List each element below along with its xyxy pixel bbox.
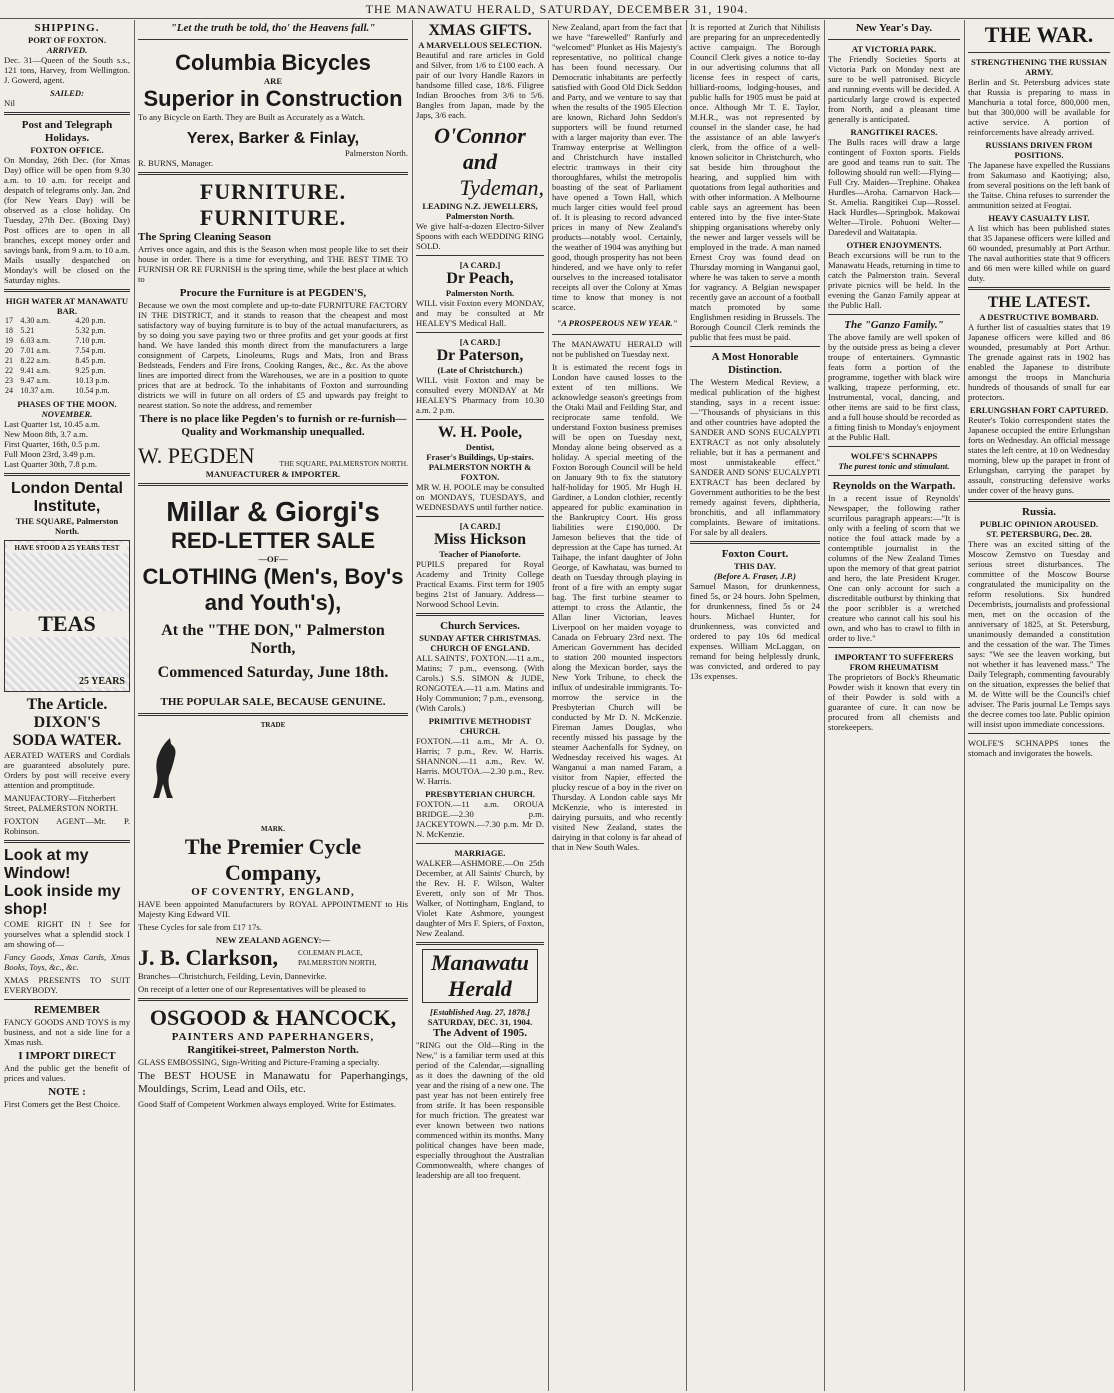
before-label: (Before A. Fraser, J.P.) bbox=[714, 571, 796, 581]
spring-heading: The Spring Cleaning Season bbox=[138, 231, 271, 243]
marvellous-heading: A MARVELLOUS SELECTION. bbox=[418, 40, 542, 50]
tide-table bbox=[4, 316, 130, 396]
of-label: —OF— bbox=[258, 554, 288, 564]
tide-cell: 23 bbox=[5, 376, 13, 385]
tide-cell: 10.13 p.m. bbox=[75, 376, 110, 385]
tide-cell: 5.21 bbox=[20, 326, 35, 335]
tide-cell: 7.10 p.m. bbox=[75, 336, 106, 345]
tide-cell: 8.22 a.m. bbox=[20, 356, 51, 365]
column-2 bbox=[138, 22, 408, 1389]
war-text-4: A further list of casualties states that 19 Japanese officers were killed and 86 wounded, presumably at Port Arthur. The grenade against rats in 1902 has enabled the Japanese to distribute amongst the troops in Manchuria hundreds of thousands of small fur ear protectors. bbox=[968, 322, 1110, 402]
driven-heading: RUSSIANS DRIVEN FROM POSITIONS. bbox=[985, 140, 1093, 160]
painters-heading: PAINTERS AND PAPERHANGERS, bbox=[171, 1031, 375, 1043]
church-heading: Church Services. bbox=[440, 620, 520, 632]
motto: "Let the truth be told, tho' the Heavens fall." bbox=[170, 22, 376, 34]
hickson-heading: Miss Hickson bbox=[433, 531, 526, 548]
note-text: First Comers get the Best Choice. bbox=[4, 1099, 121, 1109]
cycles-from: These Cycles for sale from £17 17s. bbox=[138, 922, 262, 932]
wolfe-heading: WOLFE'S SCHNAPPS bbox=[850, 451, 938, 461]
peach-heading: Dr Peach, bbox=[446, 270, 514, 287]
editorial-text: New Zealand, apart from the fact that we have "farewelled" Ranfurly and "welcomed" Plunket as His Majesty's representative, no political change has been found necessary. Our Democratic inhabitants are perfectly satisfied with Good Old Dick Seddon and Party, and we venture to say that when the results of the 1905 Election are known, Richard John Seddon's supporters will be found returned with a larger majority than ever. The Tramway enterprise at Wellington and Christchurch have installed electric tramways in their city thoroughfares, whilst the metropolis boasting of the seat of Parliament have opened a Town Hall, which much larger cities would feel proud of. It is pleasing to record advanced prices in many of New Zealand's products—notably wool. Certainly, the weather of 1904 was anything but good, though prosperity has not been hindered, and we have only to refer ourselves to the increased totalisator receipts all over the Colony at Xmas time to know that money is not scarce. bbox=[552, 22, 682, 312]
sailed-heading: SAILED: bbox=[50, 88, 84, 98]
sunday-heading: SUNDAY AFTER CHRISTMAS. bbox=[419, 633, 541, 643]
casualty-heading: HEAVY CASUALTY LIST. bbox=[988, 213, 1090, 223]
foxton-agent-text: FOXTON AGENT—Mr. P. Robinson. bbox=[4, 816, 130, 836]
right-in-text: COME RIGHT IN ! See for yourselves what a splendid stock I am showing of— bbox=[4, 919, 130, 949]
tide-row bbox=[4, 356, 130, 366]
column-3 bbox=[416, 22, 544, 1389]
latest-heading: THE LATEST. bbox=[987, 294, 1091, 311]
wolfe-end: WOLFE'S SCHNAPPS tones the stomach and invigorates the bowels. bbox=[968, 738, 1110, 758]
tea-years: 25 YEARS bbox=[78, 676, 125, 687]
moon-phase: Full Moon 23rd, 3.49 p.m. bbox=[4, 449, 96, 459]
dental-title: London Dental Institute, bbox=[11, 480, 123, 515]
superior-subtext: To any Bicycle on Earth. They are Built as Accurately as a Watch. bbox=[138, 112, 365, 122]
tide-cell: 7.01 a.m. bbox=[20, 346, 51, 355]
soda-heading: SODA WATER. bbox=[12, 732, 122, 749]
tide-cell: 10.37 a.m. bbox=[20, 386, 55, 395]
court-text: Samuel Mason, for drunkenness, fined 5s, or 24 hours. John Spelmen, for drunkenness, fined 5s or 24 hours. Michael Hunter, for drunkenness, was convicted and ordered to pay 10s 6d medical expenses. William McLaggan, on remand for being helplessly drunk, was convicted, and ordered to pay 13s expenses. bbox=[690, 581, 820, 681]
bombard-heading: A DESTRUCTIVE BOMBARD. bbox=[979, 312, 1099, 322]
issue-date: SATURDAY, DEC. 31, 1904. bbox=[427, 1017, 533, 1027]
jewellers: LEADING N.Z. JEWELLERS, bbox=[422, 201, 538, 211]
strengthening-heading: STRENGTHENING THE RUSSIAN ARMY. bbox=[971, 57, 1107, 77]
clothing-heading: CLOTHING (Men's, Boy's and Youth's), bbox=[142, 564, 404, 615]
paterson-sub: (Late of Christchurch.) bbox=[437, 365, 523, 375]
wolfe-sub: The purest tonic and stimulant. bbox=[838, 461, 950, 471]
poole-text: MR W. H. POOLE may be consulted on MONDAYS, TUESDAYS, and WEDNESDAYS until further notice. bbox=[416, 482, 544, 512]
tide-cell: 6.03 a.m. bbox=[20, 336, 51, 345]
this-day: THIS DAY. bbox=[734, 561, 776, 571]
pegden-name: W. PEGDEN bbox=[138, 443, 255, 468]
tydeman: Tydeman, bbox=[459, 175, 544, 200]
osgood-heading: OSGOOD & HANCOCK, bbox=[149, 1005, 397, 1030]
tide-row bbox=[4, 316, 130, 326]
column-1 bbox=[4, 22, 130, 1389]
tea-banner: HAVE STOOD A 25 YEARS TEST bbox=[7, 543, 127, 553]
clarkson-address: COLEMAN PLACE, PALMERSTON NORTH, bbox=[298, 948, 377, 967]
reynolds-text: In a recent issue of Reynolds' Newspaper, the following rather scurrilous paragraph appears:—"It is only with a feeling of scorn that we notice the foul attack made by a contemptible journalist in the columns of the New Zealand Times upon the memory of that great patriot and hero, the late President Kruger. One can only account for such a discreditable outburst by thinking that the poor scribbler is a wretched creature who cannot call his soul his own, and who has to crawl to filth in order to live." bbox=[828, 493, 960, 643]
important-heading: IMPORTANT TO SUFFERERS FROM RHEUMATISM bbox=[834, 652, 954, 672]
marriage-text: WALKER—ASHMORE.—On 25th December, at All Saints' Church, by the Rev. H. F. Wilson, Walter Everett, only son of Mr Thos. Walker, of Nottingham, England, to Violet Kate Ashmore, youngest daughter of Mrs F. Spiers, of Foxton, New Zealand. bbox=[416, 858, 544, 938]
column-rule bbox=[964, 20, 965, 1391]
war-text-2: The Japanese have expelled the Russians from Sakumaso and Kaotiying; also, from several positions on the left bank of the Taitse. China refuses to surrender the ammunition seized at Feogtai. bbox=[968, 160, 1110, 210]
at-don: At the "THE DON," Palmerston North, bbox=[161, 622, 385, 657]
appointed-text: HAVE been appointed Manufacturers by ROYAL APPOINTMENT to His Majesty King Edward VII. bbox=[138, 899, 408, 919]
nz-agency: NEW ZEALAND AGENCY:— bbox=[215, 935, 331, 945]
card-label: [A CARD.] bbox=[459, 521, 501, 531]
england-heading: CHURCH OF ENGLAND. bbox=[430, 643, 530, 653]
hickson-sub: Teacher of Pianoforte. bbox=[439, 549, 521, 559]
column-6 bbox=[828, 22, 960, 1389]
goods-list: Fancy Goods, Xmas Cards, Xmas Books, Toys, &c., &c. bbox=[4, 952, 130, 972]
other-text: Beach excursions will be run to the Manawatu Heads, returning in time to catch the Palmerston train. Several private picnics will be held. In the evening the Ganzo Family appear at the Public Hall. bbox=[828, 250, 960, 310]
tide-cell: 19 bbox=[5, 336, 13, 345]
tide-cell: 22 bbox=[5, 366, 13, 375]
tide-row bbox=[4, 336, 130, 346]
prosperous-heading: "A PROSPEROUS NEW YEAR." bbox=[556, 318, 678, 328]
war-text-1: Berlin and St. Petersburg advices state that Russia is preparing to mass in Manchuria a total force, 800,000 men, but that 300,000 will be available for active service. A portion of reinforcements have already arrived. bbox=[968, 77, 1110, 137]
tide-cell: 20 bbox=[5, 346, 13, 355]
moon-heading: PHASES OF THE MOON. bbox=[17, 399, 117, 409]
remember-text: FANCY GOODS AND TOYS is my business, and not a side line for a Xmas rush. bbox=[4, 1017, 130, 1047]
paterson-heading: Dr Paterson, bbox=[436, 347, 524, 364]
tide-cell: 5.32 p.m. bbox=[75, 326, 106, 335]
tide-cell: 18 bbox=[5, 326, 13, 335]
moon-month: NOVEMBER. bbox=[41, 409, 93, 419]
tide-cell: 17 bbox=[5, 316, 13, 325]
dixon-heading: DIXON'S bbox=[33, 714, 101, 731]
poole-address: Fraser's Buildings, Up-stairs. PALMERSTON NORTH & FOXTON. bbox=[426, 452, 534, 482]
erlungshan-heading: ERLUNGSHAN FORT CAPTURED. bbox=[969, 405, 1109, 415]
yerex-heading: Yerex, Barker & Finlay, bbox=[186, 130, 360, 147]
moon-list bbox=[4, 419, 130, 469]
pegden-text: Because we own the most complete and up-to-date FURNITURE FACTORY IN THE DISTRICT, and it stands to reason that the cheapest and most satisfactory way of buying furniture is to buy of the actual manufacturers, as by so doing you save paying two or three profits and get your goods at first hand. We have landed this month direct from the manufacturers a large consignment of Carpets, Linoleums, Rugs and Mats, Iron and Brass Bedsteads, Fenders and Fire Irons, Cooking Ranges, &c., &c. As the above lines are imported direct from the Warehouses, we are in a position to quote prices that are at bedrock. To the inhabitants of Foxton and surrounding districts we will in future on all orders of £5 and upwards pay freight to nearest station. So note the address, and remember bbox=[138, 300, 408, 410]
ganzo-heading: The "Ganzo Family." bbox=[844, 319, 944, 331]
sailed-text: Nil bbox=[4, 98, 15, 108]
other-heading: OTHER ENJOYMENTS. bbox=[846, 240, 942, 250]
tide-row bbox=[4, 376, 130, 386]
news-text: It is reported at Zurich that Nihilists are preparing for an unprecedentedly active campaign. The Borough Council Clerk gives a notice to-day in our advertising columns that all license fees in respect of carts, billiard-rooms, lodging-houses, and public halls for 1905 must be paid at once. Although Mr T. E. Taylor, M.H.R., was not represented by counsel in the slander case, he had the assistance of an able lawyer's clerk, from the office of a well-known solicitor in Christchurch, who sat beside him throughout the hearing, and supplied him with quotations from legal authorities and with other information. A Melbourne cable says an agreement has been entered into by the five inter-State shipping organisations whereby only the newer and larger vessels will be employed in the trade. A man named Ernest Croy was found dead on Thursday morning in Wanganui gaol, where he was taken to serve a month for vagrancy. A Belgian newspaper recently gave an account of a football match promoted by some Englishmen residing in Brussels. The Borough Council Clerk reminds the public that fees must be paid. bbox=[690, 22, 820, 342]
holidays-text: On Monday, 26th Dec. (for Xmas Day) office will be open from 9.30 a.m. to 10 a.m. for receipt and despatch of telegrams only. Jan. 2nd (for New Years Day) will be observed as a close holiday. On Tuesday, 27th Dec. (Boxing Day) Post offices are to open in all branches, except money order and savings bank, from 9 a.m. to 10 a.m. Mails usually despatched on Monday's will be closed on the Saturday nights. bbox=[4, 155, 130, 285]
tide-row bbox=[4, 386, 130, 396]
import-heading: I IMPORT DIRECT bbox=[18, 1050, 116, 1062]
important-text: The proprietors of Bock's Rheumatic Powder wish it known that every tin of their Powder is sold with a guarantee of cure. It can now be procured from all chemists and storekeepers. bbox=[828, 672, 960, 732]
tide-row bbox=[4, 326, 130, 336]
petersburg-dateline: ST. PETERSBURG, Dec. 28. bbox=[986, 529, 1092, 539]
jewellers-place: Palmerston North. bbox=[445, 211, 515, 221]
tide-cell: 4.30 a.m. bbox=[20, 316, 51, 325]
russia-heading: Russia. bbox=[1022, 506, 1056, 518]
column-rule bbox=[548, 20, 549, 1391]
tide-cell: 9.47 a.m. bbox=[20, 376, 51, 385]
yerex-place: Palmerston North. bbox=[344, 148, 408, 158]
note-heading: NOTE : bbox=[48, 1086, 86, 1098]
moon-phase: Last Quarter 30th, 7.8 p.m. bbox=[4, 459, 98, 469]
premier-heading: The Premier Cycle Company, bbox=[184, 834, 362, 885]
are-label: ARE bbox=[263, 76, 283, 86]
best-house: The BEST HOUSE in Manawatu for Paperhangings, Mouldings, Scrim, Lead and Oils, etc. bbox=[138, 1070, 408, 1095]
trade-label: TRADE bbox=[260, 721, 286, 729]
kangaroo-trademark-icon bbox=[138, 736, 188, 816]
holidays-heading: Post and Telegraph Holidays. bbox=[21, 119, 113, 144]
coventry: OF COVENTRY, ENGLAND, bbox=[191, 886, 355, 898]
war-heading: THE WAR. bbox=[984, 22, 1094, 47]
xmas-heading: XMAS GIFTS. bbox=[428, 22, 532, 39]
methodist-text: FOXTON.—11 a.m., Mr A. O. Harris; 7 p.m., Rev. W. Harris. SHANNON.—11 a.m., Rev. W. Harris. MOUTOA.—2.30 p.m., Rev. W. Harris. bbox=[416, 736, 544, 786]
good-staff: Good Staff of Competent Workmen always employed. Write for Estimates. bbox=[138, 1099, 396, 1109]
tea-word: TEAS bbox=[5, 611, 129, 637]
rangitikei-heading: RANGITIKEI RACES. bbox=[850, 127, 938, 137]
tide-cell: 8.45 p.m. bbox=[75, 356, 106, 365]
established: [Established Aug. 27, 1878.] bbox=[430, 1007, 530, 1017]
xmas-text: Beautiful and rare articles in Gold and Silver, from 1/6 to £100 each. A pair of our Ivory Handle Razors in handsome filled case, 18/6. Filigree Indian Brooches from 3/6 to 5/6. Bangles from Japan, made by the Japs, 3/6 each. bbox=[416, 50, 544, 120]
ganzo-text: The above family are well spoken of by the outside press as being a clever troupe of entertainers. Gymnastic feats form a portion of the programme, together with black wire walking, trapeze performing, etc. Instrumental, vocal, dancing, and other items are said to be first class, and a full house should be recorded as a fitting finish to Monday's enjoyment at the Public Hall. bbox=[828, 332, 960, 442]
no-place-heading: There is no place like Pegden's to furnish or re-furnish—Quality and Workmanship unequalled. bbox=[139, 413, 407, 438]
moon-phase: Last Quarter 1st, 10.45 a.m. bbox=[4, 419, 100, 429]
local-news-text: It is estimated the recent fogs in London have caused losses to the extent of ten millions. We acknowledge season's greetings from the Otaki Mail and Feilding Star, and reciprocate same tenfold. We understand Foxton business premises will be open on Tuesday next, Monday alone being observed as a holiday. A special meeting of the Foxton Borough Council will be held on January 9th to fix the statutory half-holiday for 1905. Mr Hugh H. Gardiner, a London clothier, recently appeared for public examination in the Bankruptcy Court. His gross liabilities were £190,000. Dr Jameson believes that the tide of depression at the Cape has turned. At Taihape, the infant daughter of John George, of Kawhatau, was burned to death on Tuesday through playing in front of a fire with an empty sugar bag. The first turbine steamer to attempt to cross the Atlantic, the Allan liner Victorian, leaves Liverpool on her maiden voyage to Canada on February 23rd next. The American Government has decided to station 200 mounted inspectors along the Mexican border, says the New York Tribune, to check the influx of undesirable immigrants. To-morrow the service in the Presbyterian Church will be conducted by Mr D. N. McKenzie. Fireman James Douglas, who recently missed his passage by the steamer Aachenfalls for Sydney, on Wednesday received his wages. At Wanganui a man named Faram, a visitor from Napier, effected the plucky rescue of a boy in the river on Thursday. A London cable says Mr McKenzie, who is interested in dairying pursuits, and who recently visited New Zealand, states the dairying in that colony is far ahead of that in New South Wales. bbox=[552, 362, 682, 852]
war-text-3: A list which has been published states that 35 Japanese officers were killed and 60 wounded, presumably at Port Arthur. The naval authorities state that 9 officers and 66 men were killed while on guard duty. bbox=[968, 223, 1110, 283]
masthead: THE MANAWATU HERALD, SATURDAY, DECEMBER 31, 1904. bbox=[0, 0, 1114, 19]
column-7 bbox=[968, 22, 1110, 1389]
tide-cell: 9.41 a.m. bbox=[20, 366, 51, 375]
methodist-heading: PRIMITIVE METHODIST CHURCH. bbox=[428, 716, 532, 736]
honorable-text: The Western Medical Review, a medical publication of the highest standing, says in a recent issue:—"Thousands of physicians in this and other countries have adopted the SANDER AND SONS EUCALYPTI EXTRACT as not only absolutely reliable, but it has a permanent and most unmistakeable effect." SANDER AND SONS' EUCALYPTI EXTRACT has been declared by Government authorities to be the best remedy against fevers, diphtheria, bronchitis, and all inflammatory complaints. Beware of imitations. For sale by all dealers. bbox=[690, 377, 820, 537]
glass-text: GLASS EMBOSSING, Sign-Writing and Picture-Framing a specialty. bbox=[138, 1057, 380, 1067]
high-water-heading: HIGH WATER AT MANAWATU BAR. bbox=[5, 296, 129, 316]
rangitikei-street: Rangitikei-street, Palmerston North. bbox=[187, 1044, 359, 1056]
card-label: [A CARD.] bbox=[459, 260, 501, 270]
foxton-court-heading: Foxton Court. bbox=[721, 548, 789, 560]
manufactory-text: MANUFACTORY—Fitzherbert Street, PALMERSTON NORTH. bbox=[4, 793, 119, 813]
pegden-subtitle: MANUFACTURER & IMPORTER. bbox=[205, 469, 341, 479]
column-rule bbox=[686, 20, 687, 1391]
tide-cell: 4.20 p.m. bbox=[75, 316, 106, 325]
column-rule bbox=[824, 20, 825, 1391]
spring-text: Arrives once again, and this is the Season when most people like to set their house in order. There is a time for everything, and THE BEST TIME TO FURNISH OR RE FURNISH is the spring time, while the best place at which to bbox=[138, 244, 408, 284]
red-letter-heading: RED-LETTER SALE bbox=[170, 528, 376, 553]
moon-phase: New Moon 8th, 3.7 a.m. bbox=[4, 429, 89, 439]
advent-text: "RING out the Old—Ring in the New," is a familiar term used at this period of the Calendar,—signalling as it does the dawning of the old year and the rising of a new one. The past year has not been entirely free from strife. It has been responsible for much friction. The greatest war ever known between two nations commenced within its months. Many political changes have been made, especially throughout the Australian Commonwealth, where changes of leadership are all too frequent. bbox=[416, 1040, 544, 1180]
tide-cell: 24 bbox=[5, 386, 13, 395]
mark-label: MARK. bbox=[261, 825, 285, 833]
dental-address: THE SQUARE, Palmerston North. bbox=[15, 516, 119, 536]
poole-heading: W. H. Poole, bbox=[437, 424, 523, 441]
oconnor: O'Connor and bbox=[434, 123, 526, 174]
tide-row bbox=[4, 366, 130, 376]
branches: Branches—Christchurch, Feilding, Levin, Dannevirke. bbox=[138, 971, 327, 981]
clarkson-name: J. B. Clarkson, bbox=[138, 945, 278, 970]
new-years-heading: New Year's Day. bbox=[855, 22, 933, 34]
millar-heading: Millar & Giorgi's bbox=[166, 496, 380, 527]
columbia-heading: Columbia Bicycles bbox=[175, 50, 371, 75]
pegden-address: THE SQUARE, PALMERSTON NORTH. bbox=[279, 459, 408, 468]
advent-heading: The Advent of 1905. bbox=[432, 1027, 528, 1039]
tide-row bbox=[4, 346, 130, 356]
shipping-heading: SHIPPING. bbox=[34, 22, 100, 34]
peach-text: WILL visit Foxton every MONDAY, and may be consulted at Mr HEALEY'S Medical Hall. bbox=[416, 298, 544, 328]
paterson-text: WILL visit Foxton and may be consulted every MONDAY at Mr HEALEY'S Pharmacy from 10.30 a.m. 2 p.m. bbox=[416, 375, 544, 415]
column-rule bbox=[134, 20, 135, 1391]
burns-manager: R. BURNS, Manager. bbox=[138, 158, 214, 168]
popular-sale: THE POPULAR SALE, BECAUSE GENUINE. bbox=[160, 696, 386, 708]
import-text: And the public get the benefit of prices and values. bbox=[4, 1063, 130, 1083]
war-text-6: There was an excited sitting of the Moscow Zemstvo on Tuesday and serious street disturbances. The committee of the Moscow Bourse congratulated the municipality on the reform resolutions. Six hundred Decembrists, journalists and professional men, met on the occasion of the anniversary of 1825, at St. Petersburg, unanimously demanded a constitution and the cessation of the war. The Times says: "We see the leaven working, but not whether it has leavened mass." The Daily Telegraph, commenting favourably on the situation, expresses the belief that M. de Witte will be the Council's chief adviser. The Paris journal Le Temps says the decree comes too late. Public opinion will insist upon immediate concessions. bbox=[968, 539, 1110, 729]
moon-phase: First Quarter, 16th, 0.5 p.m. bbox=[4, 439, 100, 449]
victoria-text: The Friendly Societies Sports at Victoria Park on Monday next are sure to be well patronised. Bicycle and running events will be decided. A particularly large crowd is expected from North, and a pleasant time generally is anticipated. bbox=[828, 54, 960, 124]
port-heading: PORT OF FOXTON. bbox=[27, 35, 107, 45]
column-4 bbox=[552, 22, 682, 1389]
races-text: The Bulls races will draw a large contingent of Foxton sports. Fields are good and teams run to suit. The following should run well:—Flying—Full Cry. Maiden—Trephine. Ohakea Hurdles—Aroha. Carnarvon Hack—St. Amelia. Rangitikei Cup—Rossel. Hack Hurdles—Springbok. Makowai Welter—Tirole. Pohuoni Welter—Daredevil and Waitatapia. bbox=[828, 137, 960, 237]
tide-cell: 21 bbox=[5, 356, 13, 365]
column-rule bbox=[412, 20, 413, 1391]
ring-text: We give half-a-dozen Electro-Silver Spoons with each WEDDING RING SOLD. bbox=[416, 221, 544, 251]
hickson-text: PUPILS prepared for Royal Academy and Trinity College Practical Exams. First term for 1905 begins 21st of January. Address—Norwood School Levin. bbox=[416, 559, 544, 609]
opinion-heading: PUBLIC OPINION AROUSED. bbox=[979, 519, 1099, 529]
honorable-heading: A Most Honorable Distinction. bbox=[711, 351, 799, 376]
foxton-office-heading: FOXTON OFFICE. bbox=[30, 145, 104, 155]
procure-heading: Procure the Furniture is at PEGDEN'S, bbox=[179, 287, 367, 299]
article-heading: The Article. bbox=[26, 696, 108, 713]
soda-text: AERATED WATERS and Cordials are guaranteed absolutely pure. Orders by post will receive every attention and promptitude. bbox=[4, 750, 130, 790]
tide-cell: 7.54 p.m. bbox=[75, 346, 106, 355]
tea-advert-image bbox=[4, 540, 130, 692]
xmas-presents: XMAS PRESENTS TO SUIT EVERYBODY. bbox=[4, 975, 130, 995]
furniture-heading: FURNITURE. FURNITURE. bbox=[199, 179, 347, 230]
victoria-heading: AT VICTORIA PARK. bbox=[851, 44, 937, 54]
presby-heading: PRESBYTERIAN CHURCH. bbox=[425, 789, 535, 799]
presby-text: FOXTON.—11 a.m. OROUA BRIDGE.—2.30 p.m. JACKEYTOWN.—7.30 p.m. Mr D. N. McKenzie. bbox=[416, 799, 544, 839]
look-window: Look at my Window! bbox=[4, 847, 89, 882]
superior-heading: Superior in Construction bbox=[143, 86, 403, 111]
arrived-text: Dec. 31—Queen of the South s.s., 121 tons, Harvey, from Wellington. J. Gowerd, agent. bbox=[4, 55, 130, 85]
look-shop: Look inside my shop! bbox=[4, 883, 121, 918]
column-5 bbox=[690, 22, 820, 1389]
peach-place: Palmerston North. bbox=[445, 288, 515, 298]
poole-sub: Dentist, bbox=[465, 442, 495, 452]
remember-heading: REMEMBER bbox=[34, 1004, 100, 1016]
commenced: Commenced Saturday, June 18th. bbox=[157, 664, 389, 681]
card-label: [A CARD.] bbox=[459, 337, 501, 347]
tide-cell: 10.54 p.m. bbox=[75, 386, 110, 395]
church-text: ALL SAINTS', FOXTON.—11 a.m., Matins; 7 p.m., evensong. (With Carols.) S.S. SIMON & JUDE, RONGOTEA.—11 a.m. Matins and Holy Communion; 7 p.m., evensong. (With Carols.) bbox=[416, 653, 544, 713]
publication-notice: The MANAWATU HERALD will not be published on Tuesday next. bbox=[552, 339, 682, 359]
reynolds-heading: Reynolds on the Warpath. bbox=[832, 480, 956, 492]
war-text-5: Reuter's Tokio correspondent states the Japanese occupied the entire Erlungshan forts on Wednesday. An official message states the left centre, at 10 on Wednesday morning, blew up the parapet in front of Erlungshan, carrying the parapet by assault, constructing defensive works under cover of the heavy guns. bbox=[968, 415, 1110, 495]
marriage-heading: MARRIAGE. bbox=[454, 848, 506, 858]
catalogue-text: On receipt of a letter one of our Representatives will be pleased to bbox=[138, 984, 366, 994]
arrived-heading: ARRIVED. bbox=[46, 45, 88, 55]
tide-cell: 9.25 p.m. bbox=[75, 366, 106, 375]
herald-nameplate: Manawatu Herald bbox=[422, 949, 538, 1003]
